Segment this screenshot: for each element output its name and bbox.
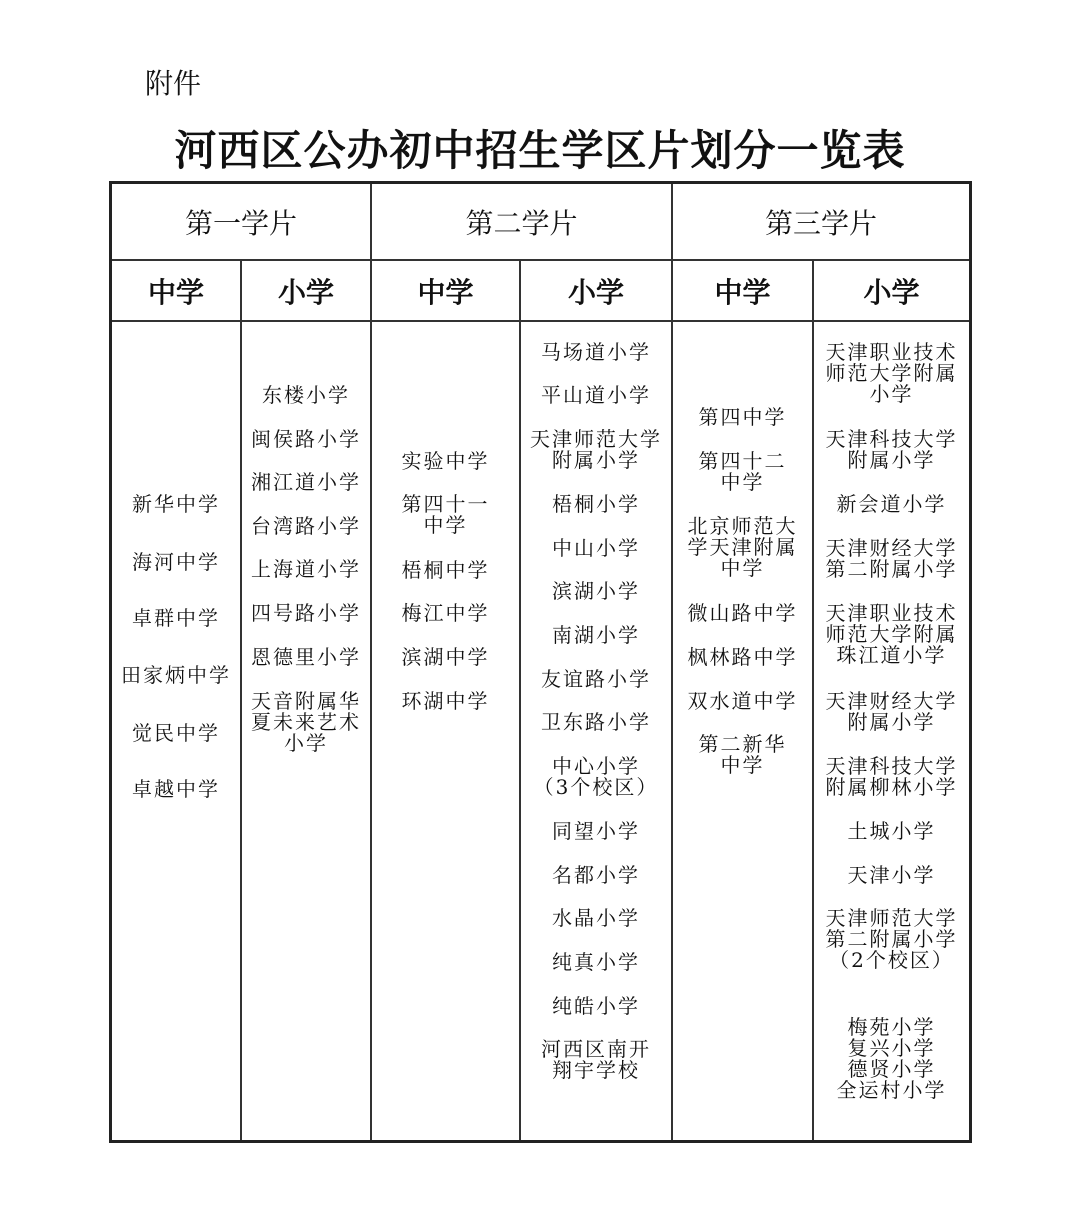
school-name: 第四十二 中学 xyxy=(698,449,787,494)
school-name: 四号路小学 xyxy=(251,601,361,625)
school-name: 环湖中学 xyxy=(401,689,490,713)
school-name: 天津职业技术 师范大学附属 小学 xyxy=(825,340,958,406)
school-name: 闽侯路小学 xyxy=(251,427,361,451)
school-name: 田家炳中学 xyxy=(121,663,231,687)
school-name: 天津师范大学 第二附属小学 （2个校区） xyxy=(825,906,958,972)
school-name: 天津小学 xyxy=(847,863,936,887)
school-name: 友谊路小学 xyxy=(541,667,651,691)
school-name: 名都小学 xyxy=(552,863,640,887)
column-header-middle: 中学 xyxy=(714,276,771,309)
school-list xyxy=(242,184,370,1140)
school-list xyxy=(372,184,519,1140)
school-name: 梧桐小学 xyxy=(552,492,640,516)
school-name: 梧桐中学 xyxy=(401,558,490,582)
page-title: 河西区公办初中招生学区片划分一览表 xyxy=(174,126,906,175)
school-list xyxy=(112,184,240,1140)
school-name: 新华中学 xyxy=(132,492,220,516)
school-name: 上海道小学 xyxy=(251,557,361,581)
column-header-primary: 小学 xyxy=(567,276,624,309)
school-list xyxy=(673,184,812,1140)
school-name: 天津财经大学 附属小学 xyxy=(825,689,958,734)
school-name: 天津师范大学 附属小学 xyxy=(530,427,662,472)
school-name: 台湾路小学 xyxy=(251,514,361,538)
school-name: 东楼小学 xyxy=(262,383,350,407)
school-name: 新会道小学 xyxy=(836,492,947,516)
school-name: 南湖小学 xyxy=(552,623,640,647)
zone-header-2: 第二学片 xyxy=(465,207,578,240)
column-header-primary: 小学 xyxy=(863,276,920,309)
school-name: 天津科技大学 附属柳林小学 xyxy=(825,754,958,799)
school-name: 第四中学 xyxy=(698,405,787,429)
school-name: 纯皓小学 xyxy=(552,994,640,1018)
column-header-middle: 中学 xyxy=(147,276,204,309)
school-name: 第二新华 中学 xyxy=(698,732,787,777)
school-name: 河西区南开 翔宇学校 xyxy=(541,1037,651,1082)
school-name: 卓越中学 xyxy=(132,777,220,801)
column-header-middle: 中学 xyxy=(417,276,474,309)
school-name: 纯真小学 xyxy=(552,950,640,974)
school-name: 湘江道小学 xyxy=(251,470,361,494)
school-name: 梅苑小学 复兴小学 德贤小学 全运村小学 xyxy=(836,1015,947,1102)
attachment-label: 附件 xyxy=(145,67,202,100)
school-name: 卫东路小学 xyxy=(541,710,651,734)
school-name: 中心小学 （3个校区） xyxy=(533,754,659,799)
school-name: 滨湖小学 xyxy=(552,579,640,603)
school-name: 同望小学 xyxy=(552,819,640,843)
school-list xyxy=(521,184,671,1140)
school-list xyxy=(814,184,969,1140)
school-name: 枫林路中学 xyxy=(687,645,798,669)
zone-header-3: 第三学片 xyxy=(764,207,877,240)
school-name: 海河中学 xyxy=(132,550,220,574)
school-name: 双水道中学 xyxy=(687,689,798,713)
school-name: 天津职业技术 师范大学附属 珠江道小学 xyxy=(825,601,958,667)
zone-header-1: 第一学片 xyxy=(184,207,297,240)
school-name: 平山道小学 xyxy=(541,383,651,407)
school-name: 滨湖中学 xyxy=(401,645,490,669)
school-name: 水晶小学 xyxy=(552,906,640,930)
school-name: 天津财经大学 第二附属小学 xyxy=(825,536,958,581)
school-name: 实验中学 xyxy=(401,449,490,473)
school-name: 土城小学 xyxy=(847,819,936,843)
school-name: 北京师范大 学天津附属 中学 xyxy=(687,514,798,580)
school-name: 天津科技大学 附属小学 xyxy=(825,427,958,472)
school-name: 卓群中学 xyxy=(132,606,220,630)
school-name: 梅江中学 xyxy=(401,601,490,625)
school-name: 微山路中学 xyxy=(687,601,798,625)
school-name: 马场道小学 xyxy=(541,340,651,364)
school-name: 天音附属华 夏未来艺术 小学 xyxy=(251,689,361,755)
school-name: 觉民中学 xyxy=(132,721,220,745)
column-header-primary: 小学 xyxy=(277,276,334,309)
school-name: 中山小学 xyxy=(552,536,640,560)
district-table xyxy=(109,181,972,1143)
school-name: 第四十一 中学 xyxy=(401,492,490,537)
school-name: 恩德里小学 xyxy=(251,645,361,669)
